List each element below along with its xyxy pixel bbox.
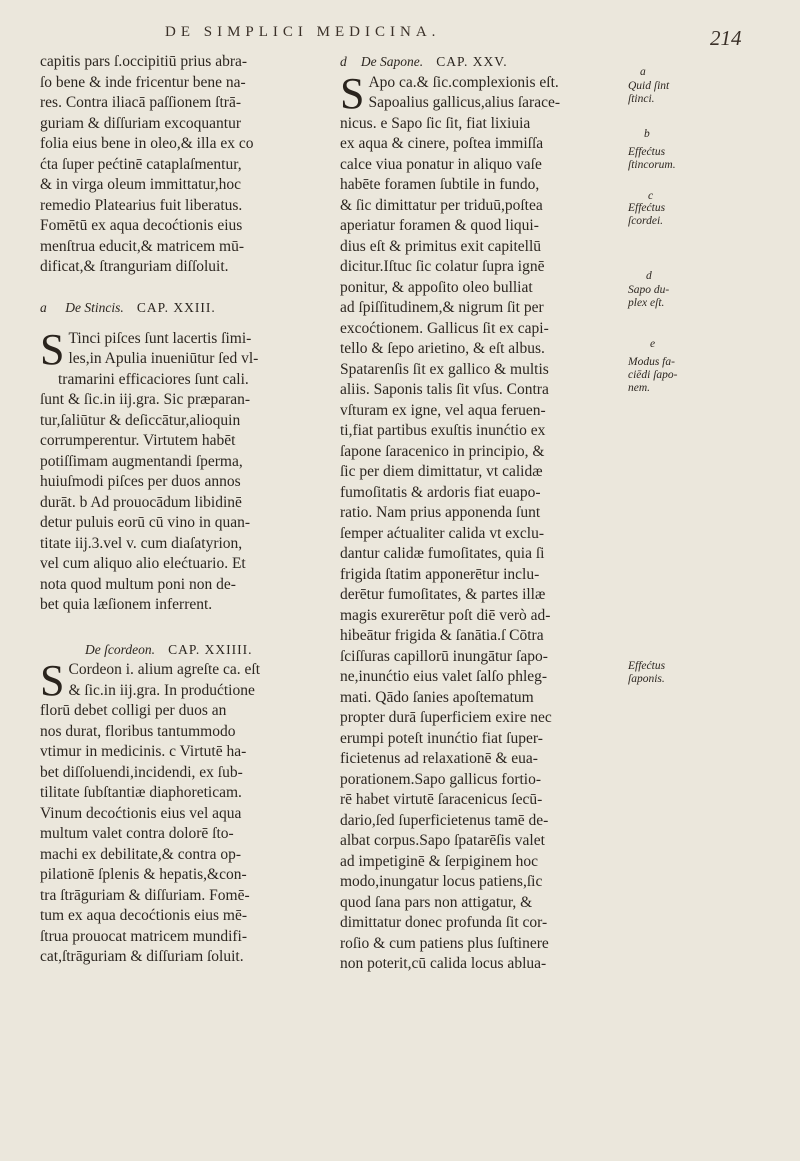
text-line: cat,ſtrāguriam & diſſuriam ſoluit. xyxy=(40,948,244,965)
text-line: remedio Platearius fuit liberatus. xyxy=(40,196,243,214)
marginal-text: plex eſt. xyxy=(628,297,665,309)
chapter-body-sapone xyxy=(340,68,622,975)
chapter-number: CAP. XXIII. xyxy=(136,300,216,315)
text-line: folia eius bene in oleo,& illa ex co xyxy=(40,135,254,152)
chapter-body-stincis xyxy=(40,324,327,616)
text-line: nota quod multum poni non de- xyxy=(40,575,236,593)
text-line: ad impetiginē & ſerpiginem hoc xyxy=(340,852,539,870)
marginal-note xyxy=(628,284,706,310)
text-line: aperiatur foramen & quod liqui- xyxy=(340,217,539,234)
text-line: ſunt & ſic.in iij.gra. Sic præparan- xyxy=(40,391,251,408)
text-line: tello & ſepo arietino, & eſt albus. xyxy=(340,340,545,357)
text-line: erumpi poteſt inunćtio fiat ſuper- xyxy=(340,729,543,747)
text-line: ſo bene & inde fricentur bene na- xyxy=(40,73,246,91)
text-line: multum valet contra dolorē ſto- xyxy=(40,825,234,842)
marginal-text: Effećtus xyxy=(628,146,666,158)
text-line: dario,ſed ſuperficietenus tamē de- xyxy=(340,811,549,829)
text-line: excoćtionem. Gallicus ſit ex capi- xyxy=(340,319,549,337)
text-line: capitis pars ſ.occipitiū prius abra- xyxy=(40,53,248,70)
text-line: dicitur.Iſtuc ſic colatur ſupra ignē xyxy=(340,258,545,275)
note-letter: d xyxy=(340,54,348,69)
text-line: ne,inunćtio eius valet ſalſo phleg- xyxy=(340,668,548,685)
text-line: habēte foramen ſubtile in fundo, xyxy=(340,176,540,193)
marginal-letter: e xyxy=(650,338,656,350)
text-line: tra ſtrāguriam & diſſuriam. Fomē- xyxy=(40,886,250,904)
drop-cap: S xyxy=(40,324,65,374)
note-letter: a xyxy=(40,300,48,315)
text-line: frigida ſtatim apponerētur inclu- xyxy=(340,565,540,583)
chapter-title: De Sapone. xyxy=(360,54,424,69)
marginal-text: Sapo du- xyxy=(628,284,670,296)
text-line: Vinum decoćtionis eius vel aqua xyxy=(40,804,242,822)
text-line: vſturam ex igne, vel aqua feruen- xyxy=(340,401,546,419)
text-line: vel cum aliquo alio elećtuario. Et xyxy=(40,555,246,572)
text-line: fumoſitatis & ardoris fiat euapo- xyxy=(340,483,541,501)
text-line: res. Contra iliacā paſſionem ſtrā- xyxy=(40,94,241,111)
page-header xyxy=(0,10,800,50)
text-line: dius eſt & primitus exit capitellū xyxy=(340,237,542,255)
text-line: menſtrua educit,& matricem mū- xyxy=(40,237,245,255)
text-line: hibeātur frigida & ſanātia.ſ Cōtra xyxy=(340,627,544,644)
text-line: non poterit,cū calida locus ablua- xyxy=(340,955,547,972)
chapter-number: CAP. XXV. xyxy=(436,54,508,69)
marginal-text: ſcordei. xyxy=(628,215,664,227)
text-line: machi ex debilitate,& contra op- xyxy=(40,845,241,863)
text-line: magis exurerētur poſt diē verò ad- xyxy=(340,606,551,624)
marginal-text: nem. xyxy=(628,382,651,394)
text-line: roſio & cum patiens plus ſuſtinere xyxy=(340,934,549,952)
marginal-text: Effećtus xyxy=(628,202,666,214)
text-line: Apo ca.& ſic.complexionis eſt. xyxy=(368,73,559,91)
text-line: aliis. Saponis talis ſit vſus. Contra xyxy=(340,381,549,398)
text-line: dantur calidæ fumoſitates, quia ſi xyxy=(340,545,545,562)
chapter-body-scordeon xyxy=(40,656,327,968)
text-line: Tinci piſces ſunt lacertis ſimi- xyxy=(68,329,252,347)
marginal-text: Quid ſint xyxy=(628,80,670,92)
marginal-text: ſaponis. xyxy=(628,673,665,685)
text-line: bet diſſoluendi,incidendi, ex ſub- xyxy=(40,763,243,781)
text-line: tum ex aqua decoćtionis eius mē- xyxy=(40,907,248,924)
text-line: dimittatur donec profunda ſit cor- xyxy=(340,914,548,931)
chapter-title: De Stincis. xyxy=(65,300,124,315)
running-head: DE SIMPLICI MEDICINA. xyxy=(165,24,441,40)
text-line: Cordeon i. alium agreſte ca. eſt xyxy=(68,661,261,678)
text-line: dificat,& ſtranguriam diſſoluit. xyxy=(40,258,229,275)
marginal-text: ciēdi ſapo- xyxy=(628,369,678,381)
chapter-number: CAP. XXIIII. xyxy=(168,641,253,657)
chapter-continuation xyxy=(40,52,327,278)
marginal-note xyxy=(628,80,706,106)
text-line: albat corpus.Sapo ſpatarēſis valet xyxy=(340,832,545,849)
text-line: & in virga oleum immittatur,hoc xyxy=(40,176,241,193)
text-line: ad ſpiſſitudinem,& nigrum ſit per xyxy=(340,299,544,316)
text-line: ti,fiat partibus exuſtis inunćtio ex xyxy=(340,422,546,439)
chapter-heading-scordeon xyxy=(40,640,327,661)
drop-cap: S xyxy=(40,656,65,705)
marginal-text: ſtinci. xyxy=(628,93,655,105)
chapter-heading-sapone xyxy=(340,52,622,73)
marginal-text: Effećtus xyxy=(628,660,666,672)
marginal-note xyxy=(628,356,706,395)
text-line: ex aqua & cinere, poſtea immiſſa xyxy=(340,135,544,152)
text-line: porationem.Sapo gallicus fortio- xyxy=(340,770,542,788)
folio-number: 214 xyxy=(710,26,742,50)
text-line: nicus. e Sapo ſic ſit, fiat lixiuia xyxy=(340,114,531,132)
text-line: huiuſmodi piſces per duos annos xyxy=(40,473,241,490)
text-line: guriam & diſſuriam excoquantur xyxy=(40,114,242,132)
text-line: Fomētū ex aqua decoćtionis eius xyxy=(40,217,243,234)
text-line: potiſſimam augmentandi ſperma, xyxy=(40,452,243,470)
marginal-note xyxy=(628,660,706,686)
chapter-heading-stincis xyxy=(40,298,327,319)
text-line: pilationē ſplenis & hepatis,&con- xyxy=(40,866,247,883)
text-line: propter durā ſuperficiem exire nec xyxy=(340,709,552,726)
text-line: ſapone ſaracenico in principio, & xyxy=(340,442,545,460)
text-line: ratio. Nam prius apponenda ſunt xyxy=(340,504,541,521)
text-line: mati. Qādo ſanies apoſtematum xyxy=(340,688,534,706)
text-line: calce viua ponatur in aliquo vaſe xyxy=(340,155,542,173)
text-line: Sapoalius gallicus,alius ſarace- xyxy=(368,94,561,111)
text-line: tilitate ſubſtantiæ diaphoreticam. xyxy=(40,784,242,801)
text-line: ponitur, & appoſito oleo bulliat xyxy=(340,278,533,296)
text-line: derētur fumoſitates, & partes illæ xyxy=(340,586,546,603)
text-line: ćta ſuper pećtinē cataplaſmentur, xyxy=(40,155,242,173)
marginal-text: ſtincorum. xyxy=(628,159,676,171)
text-line: tur,ſaliūtur & deſiccātur,alioquin xyxy=(40,411,241,429)
text-line: les,in Apulia inueniūtur ſed vl- xyxy=(68,350,259,367)
left-column xyxy=(40,52,327,968)
text-line: ſemper aćtualiter calida vt exclu- xyxy=(340,524,544,542)
text-line: durāt. b Ad prouocādum libidinē xyxy=(40,493,242,511)
marginal-letter: c xyxy=(648,190,654,202)
text-line: ſtrua prouocat matricem mundifi- xyxy=(40,927,248,945)
right-column xyxy=(340,52,622,975)
text-line: bet quia læſionem inferrent. xyxy=(40,596,213,613)
text-line: ficietenus ad relaxationē & eua- xyxy=(340,750,538,767)
marginal-text: Modus fa- xyxy=(628,356,675,368)
marginal-letter: b xyxy=(644,128,650,140)
text-line: & ſic dimittatur per triduū,poſtea xyxy=(340,196,543,214)
marginal-notes xyxy=(622,52,702,1052)
text-line: & ſic.in iij.gra. In produćtione xyxy=(68,681,255,699)
text-line: corrumperentur. Virtutem habēt xyxy=(40,432,236,449)
drop-cap: S xyxy=(340,68,365,118)
text-line: florū debet colligi per duos an xyxy=(40,702,227,719)
marginal-note xyxy=(628,146,706,172)
text-line: vtimur in medicinis. c Virtutē ha- xyxy=(40,743,247,760)
text-line: rē habet virtutē ſaracenicus ſecū- xyxy=(340,791,543,808)
text-line: titate iij.3.vel v. cum diaſatyrion, xyxy=(40,534,243,552)
chapter-title: De ſcordeon. xyxy=(85,641,155,657)
text-line: tramarini efficaciores ſunt cali. xyxy=(58,370,249,388)
text-line: modo,inungatur locus patiens,ſic xyxy=(340,873,543,890)
text-line: detur puluis eorū cū vino in quan- xyxy=(40,514,251,531)
marginal-note xyxy=(628,202,706,228)
text-line: quod ſana pars non attigatur, & xyxy=(340,893,533,911)
marginal-letter: d xyxy=(646,270,652,282)
marginal-letter: a xyxy=(640,66,646,78)
text-line: Spatarenſis ſit ex gallico & multis xyxy=(340,360,549,378)
text-line: ſciſſuras capillorū inungātur ſapo- xyxy=(340,647,548,665)
text-line: ſic per diem dimittatur, vt calidæ xyxy=(340,463,543,480)
text-line: nos durat, floribus tantummodo xyxy=(40,722,236,740)
